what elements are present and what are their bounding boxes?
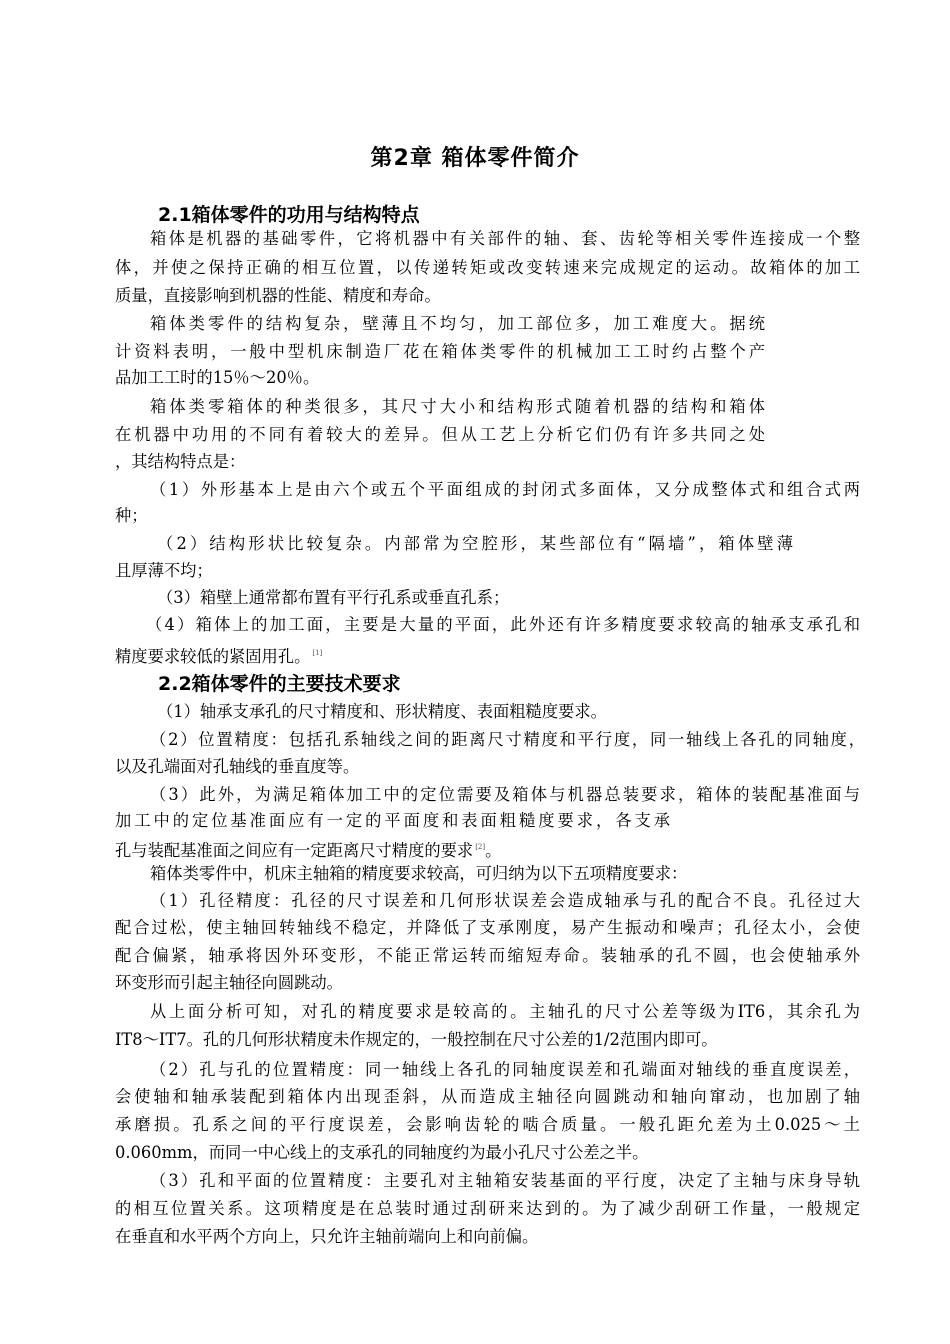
body-line: （1）孔径精度：孔径的尺寸误差和几何形状误差会造成轴承与孔的配合不良。孔径过大 — [150, 891, 860, 910]
body-text: 孔与装配基准面之间应有一定距离尺寸精度的要求 — [115, 841, 474, 860]
chapter-title: 第2章 箱体零件简介 — [370, 146, 580, 171]
section-heading-2-2: 2.2箱体零件的主要技术要求 — [158, 673, 401, 695]
body-line: 环变形而引起主轴径向圆跳动。 — [115, 973, 343, 992]
body-line: 种； — [115, 506, 148, 525]
body-line: 在机器中功用的不同有着较大的差异。但从工艺上分析它们仍有许多共同之处 — [115, 425, 765, 444]
body-line: （3）孔和平面的位置精度：主要孔对主轴箱安装基面的平行度，决定了主轴与床身导轨 — [150, 1171, 860, 1190]
body-line: （2）结构形状比较复杂。内部常为空腔形，某些部位有“隔墙”，箱体壁薄 — [157, 534, 793, 553]
body-line: 箱体类零件的结构复杂，壁薄且不均匀，加工部位多，加工难度大。据统 — [150, 314, 765, 333]
body-line: 会使轴和轴承装配到箱体内出现歪斜，从而造成主轴径向圆跳动和轴向窜动，也加剧了轴 — [115, 1087, 860, 1106]
body-text: 精度要求较低的紧固用孔。 — [115, 647, 311, 666]
body-line: 品加工工时的15％～20％。 — [115, 368, 320, 387]
body-line: 加工中的定位基准面应有一定的平面度和表面粗糙度要求，各支承 — [115, 811, 670, 830]
body-line: 质量，直接影响到机器的性能、精度和寿命。 — [115, 286, 441, 305]
citation-ref: [1] — [312, 649, 323, 657]
body-line: 配合过松，使主轴回转轴线不稳定，并降低了支承刚度，易产生振动和噪声；孔径太小，会使 — [115, 918, 860, 937]
body-line — [115, 837, 501, 861]
body-line: 在垂直和水平两个方向上，只允许主轴前端向上和向前偏。 — [115, 1227, 539, 1246]
body-line: （1）外形基本上是由六个或五个平面组成的封闭式多面体，又分成整体式和组合式两 — [150, 480, 860, 499]
body-line: 箱体类零件中，机床主轴箱的精度要求较高，可归纳为以下五项精度要求： — [150, 864, 688, 883]
body-line: （3）箱壁上通常都布置有平行孔系或垂直孔系； — [157, 588, 510, 607]
body-text: 。 — [485, 841, 502, 860]
body-line: 0.060mm，而同一中心线上的支承孔的同轴度约为最小孔尺寸公差之半。 — [115, 1143, 649, 1162]
body-line: 体，并使之保持正确的相互位置，以传递转矩或改变转速来完成规定的运动。故箱体的加工 — [115, 258, 860, 277]
body-line: （3）此外，为满足箱体加工中的定位需要及箱体与机器总装要求，箱体的装配基准面与 — [150, 785, 860, 804]
body-line: （1）轴承支承孔的尺寸精度和、形状精度、表面粗糙度要求。 — [157, 702, 607, 721]
body-line: （2）位置精度：包括孔系轴线之间的距离尺寸精度和平行度，同一轴线上各孔的同轴度， — [150, 730, 865, 749]
body-line: ，其结构特点是： — [115, 452, 246, 471]
body-line: 的相互位置关系。这项精度是在总装时通过刮研来达到的。为了减少刮研工作量，一般规定 — [115, 1199, 860, 1218]
body-line: 承磨损。孔系之间的平行度误差，会影响齿轮的啮合质量。一般孔距允差为土0.025～土 — [115, 1115, 860, 1134]
body-line: 箱体类零箱体的种类很多，其尺寸大小和结构形式随着机器的结构和箱体 — [150, 397, 765, 416]
section-heading-2-1: 2.1箱体零件的功用与结构特点 — [158, 204, 420, 226]
body-line: （4）箱体上的加工面，主要是大量的平面，此外还有许多精度要求较高的轴承支承孔和 — [146, 615, 860, 634]
body-line: 且厚薄不均； — [115, 561, 213, 580]
body-line: 从上面分析可知，对孔的精度要求是较高的。主轴孔的尺寸公差等级为IT6，其余孔为 — [150, 1002, 860, 1021]
citation-ref: [2] — [475, 843, 486, 851]
body-line — [115, 643, 322, 667]
body-line: 计资料表明，一般中型机床制造厂花在箱体类零件的机械加工工时约占整个产 — [115, 342, 765, 361]
body-line: （2）孔与孔的位置精度：同一轴线上各孔的同轴度误差和孔端面对轴线的垂直度误差， — [150, 1060, 860, 1079]
body-line: IT8～IT7。孔的几何形状精度未作规定的，一般控制在尺寸公差的1/2范围内即可。 — [115, 1030, 718, 1049]
body-line: 箱体是机器的基础零件，它将机器中有关部件的轴、套、齿轮等相关零件连接成一个整 — [150, 229, 860, 248]
body-line: 配合偏紧，轴承将因外环变形，不能正常运转而缩短寿命。装轴承的孔不圆，也会使轴承外 — [115, 946, 860, 965]
body-line: 以及孔端面对孔轴线的垂直度等。 — [115, 757, 360, 776]
